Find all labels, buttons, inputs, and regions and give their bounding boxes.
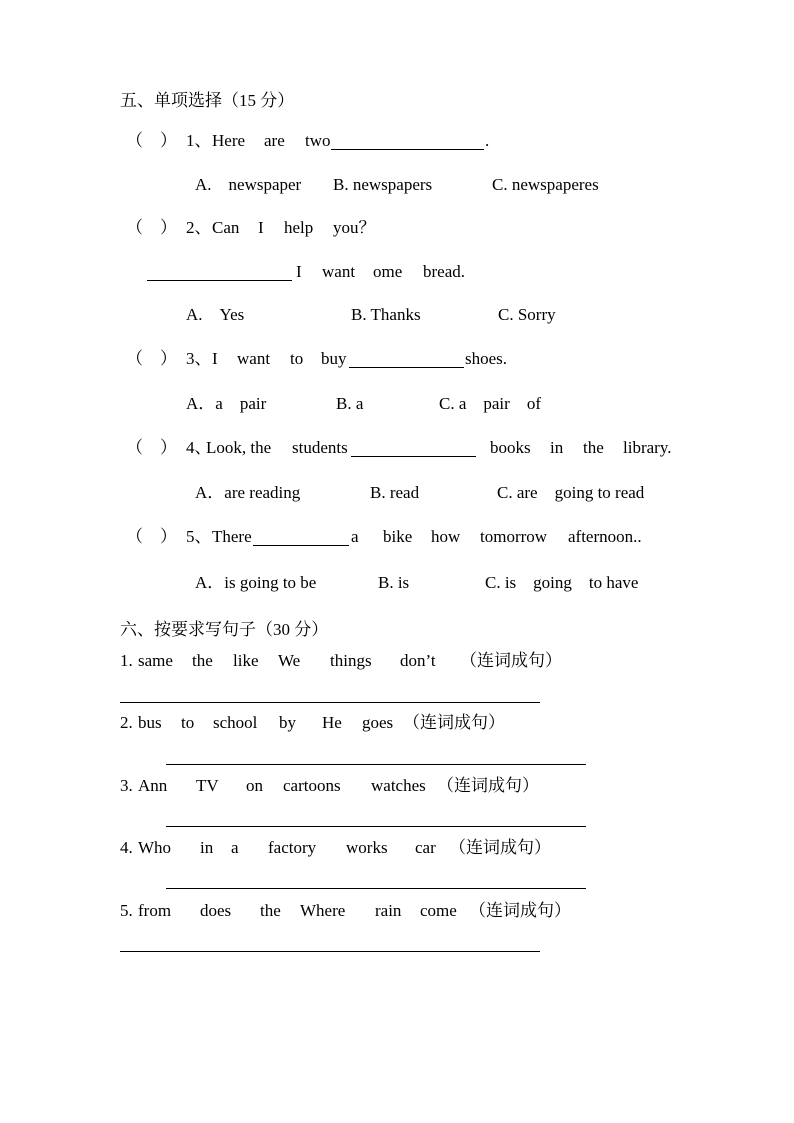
- sentence-1-answer-line[interactable]: [120, 702, 540, 703]
- sentence-3-number: 3.: [120, 776, 133, 795]
- sentence-5-word: Where: [300, 901, 346, 920]
- question-4-paren-open: （: [126, 438, 143, 457]
- question-5-word: afternoon..: [568, 527, 642, 546]
- sentence-3-word: TV: [196, 776, 219, 795]
- question-3-word: I: [212, 349, 218, 368]
- question-2-paren-open: （: [126, 218, 143, 237]
- question-2-word: Can: [212, 218, 240, 237]
- question-2-option-a: A. Yes: [186, 305, 245, 324]
- question-5-word: a: [351, 527, 359, 546]
- sentence-5-word: from: [138, 901, 172, 920]
- question-3-number: 3、: [186, 349, 212, 368]
- sentence-3-word: Ann: [138, 776, 168, 795]
- question-4-word: books: [490, 438, 531, 457]
- question-2-word: bread.: [423, 262, 466, 281]
- sentence-4-instruction: （连词成句）: [449, 838, 551, 857]
- sentence-5-word: rain: [375, 901, 402, 920]
- section-6-heading: 六、按要求写句子（30 分）: [120, 620, 329, 639]
- question-5-option-c: C. is going to have: [485, 573, 639, 592]
- sentence-1-number: 1.: [120, 651, 133, 670]
- sentence-4-word: a: [231, 838, 239, 857]
- sentence-3-word: on: [246, 776, 263, 795]
- question-1-option-a: A. newspaper: [195, 175, 302, 194]
- sentence-1-word: don’t: [400, 651, 436, 670]
- question-5-paren-open: （: [126, 527, 143, 546]
- section-5-heading: 五、单项选择（15 分）: [120, 91, 295, 110]
- sentence-3-instruction: （连词成句）: [437, 776, 539, 795]
- question-4-word: Look, the: [206, 438, 272, 457]
- sentence-2-word: school: [213, 713, 258, 732]
- question-3-end: shoes.: [465, 349, 508, 368]
- question-4-option-c: C. are going to read: [497, 483, 645, 502]
- question-2-word: I: [296, 262, 302, 281]
- sentence-2-word: to: [181, 713, 195, 732]
- question-1-paren-open: （: [126, 131, 143, 150]
- question-5-word: There: [212, 527, 252, 546]
- sentence-3-word: cartoons: [283, 776, 341, 795]
- question-3-option-a: A．a pair: [186, 394, 267, 413]
- sentence-1-word: same: [138, 651, 173, 670]
- question-4-paren-close: ）: [160, 438, 177, 457]
- sentence-2-instruction: （连词成句）: [403, 713, 505, 732]
- question-5-word: bike: [383, 527, 413, 546]
- question-1-answer-blank[interactable]: [331, 149, 484, 150]
- question-1-word: Here: [212, 131, 246, 150]
- sentence-5-word: the: [260, 901, 281, 920]
- question-1-option-b: B. newspapers: [333, 175, 433, 194]
- sentence-1-word: We: [278, 651, 301, 670]
- question-2-word: I: [258, 218, 264, 237]
- sentence-1-word: like: [233, 651, 259, 670]
- question-4-number: 4、: [186, 438, 212, 457]
- question-2-word: help: [284, 218, 314, 237]
- sentence-2-word: goes: [362, 713, 394, 732]
- question-3-paren-close: ）: [160, 349, 177, 368]
- question-4-answer-blank[interactable]: [351, 456, 476, 457]
- question-4-word: in: [550, 438, 564, 457]
- sentence-4-word: works: [346, 838, 388, 857]
- sentence-1-instruction: （连词成句）: [460, 651, 562, 670]
- question-3-option-b: B. a: [336, 394, 364, 413]
- sentence-2-word: bus: [138, 713, 162, 732]
- sentence-4-number: 4.: [120, 838, 133, 857]
- sentence-1-word: the: [192, 651, 213, 670]
- question-2-word: you？: [333, 218, 376, 237]
- sentence-3-answer-line[interactable]: [166, 826, 586, 827]
- question-2-option-c: C. Sorry: [498, 305, 556, 324]
- sentence-5-instruction: （连词成句）: [469, 901, 571, 920]
- question-1-word: are: [264, 131, 285, 150]
- sentence-2-number: 2.: [120, 713, 133, 732]
- question-3-answer-blank[interactable]: [349, 367, 464, 368]
- question-4-word: library.: [623, 438, 672, 457]
- question-1-option-c: C. newspaperes: [492, 175, 599, 194]
- question-5-option-a: A．is going to be: [195, 573, 317, 592]
- question-2-number: 2、: [186, 218, 212, 237]
- question-4-option-b: B. read: [370, 483, 420, 502]
- sentence-3-word: watches: [371, 776, 426, 795]
- question-3-word: to: [290, 349, 304, 368]
- sentence-4-word: in: [200, 838, 214, 857]
- question-5-word: tomorrow: [480, 527, 548, 546]
- sentence-2-answer-line[interactable]: [166, 764, 586, 765]
- sentence-2-word: He: [322, 713, 342, 732]
- question-4-option-a: A．are reading: [195, 483, 301, 502]
- question-1-period: .: [485, 131, 490, 150]
- sentence-5-number: 5.: [120, 901, 133, 920]
- sentence-2-word: by: [279, 713, 296, 732]
- question-4-word: the: [583, 438, 604, 457]
- sentence-4-word: car: [415, 838, 436, 857]
- question-5-answer-blank[interactable]: [253, 545, 349, 546]
- question-3-word: want: [237, 349, 271, 368]
- question-2-paren-close: ）: [160, 218, 177, 237]
- question-3-paren-open: （: [126, 349, 143, 368]
- sentence-4-answer-line[interactable]: [166, 888, 586, 889]
- sentence-1-word: things: [330, 651, 372, 670]
- question-2-answer-blank[interactable]: [147, 280, 292, 281]
- question-1-paren-close: ）: [160, 131, 177, 150]
- question-5-option-b: B. is: [378, 573, 410, 592]
- sentence-4-word: Who: [138, 838, 172, 857]
- question-3-word: buy: [321, 349, 347, 368]
- question-1-word: two: [305, 131, 331, 150]
- sentence-5-answer-line[interactable]: [120, 951, 540, 952]
- question-5-word: how: [431, 527, 461, 546]
- question-2-word: ome: [373, 262, 403, 281]
- sentence-5-word: come: [420, 901, 457, 920]
- sentence-5-word: does: [200, 901, 232, 920]
- question-3-option-c: C. a pair of: [439, 394, 541, 413]
- question-4-word: students: [292, 438, 348, 457]
- question-5-paren-close: ）: [160, 527, 177, 546]
- question-1-number: 1、: [186, 131, 212, 150]
- question-2-option-b: B. Thanks: [351, 305, 421, 324]
- question-5-number: 5、: [186, 527, 212, 546]
- question-2-word: want: [322, 262, 356, 281]
- sentence-4-word: factory: [268, 838, 317, 857]
